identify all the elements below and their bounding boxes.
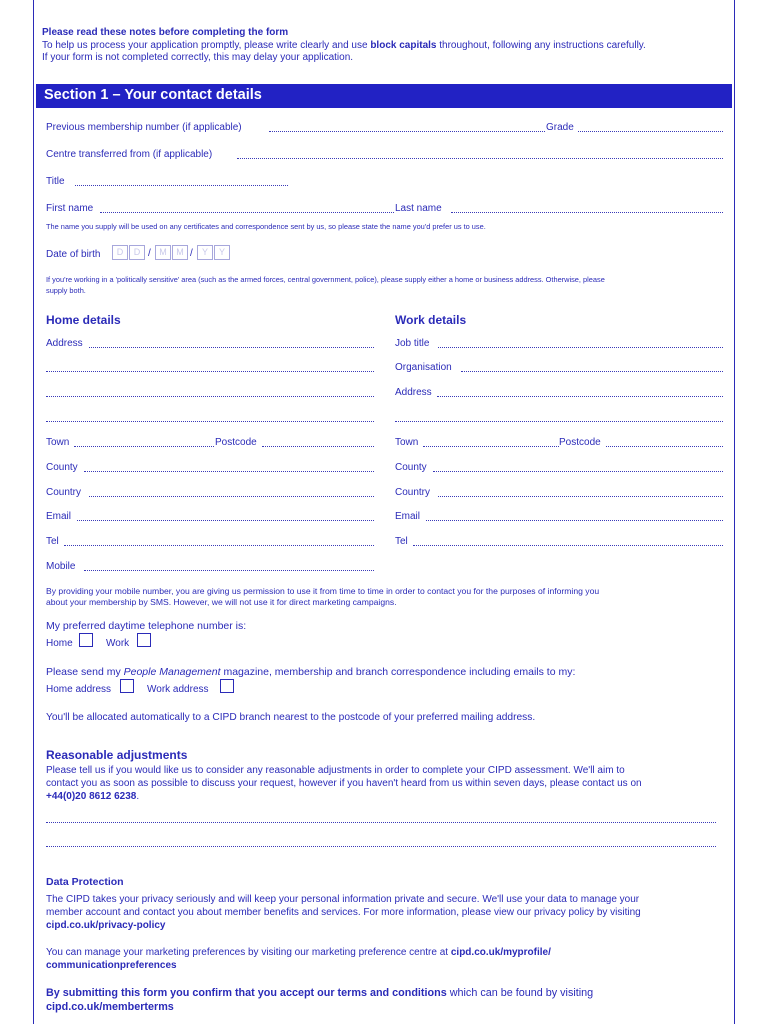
home-postcode-label: Postcode xyxy=(215,437,257,448)
dob-day-2[interactable]: D xyxy=(129,245,145,260)
home-town-label: Town xyxy=(46,437,70,448)
work-town-field[interactable] xyxy=(423,446,559,447)
work-tel-label: Tel xyxy=(395,536,408,547)
work-country-field[interactable] xyxy=(438,496,723,497)
correspondence-question: Please send my People Management magazine, membership and branch correspondence including emails to my: xyxy=(46,666,576,678)
work-county-label: County xyxy=(395,462,427,473)
correspondence-home-checkbox[interactable] xyxy=(120,679,134,693)
work-postcode-label: Postcode xyxy=(559,437,601,448)
home-town-field[interactable] xyxy=(74,446,214,447)
dob-month-1[interactable]: M xyxy=(155,245,171,260)
dob-month-2[interactable]: M xyxy=(172,245,188,260)
home-country-field[interactable] xyxy=(89,496,374,497)
name-note: The name you supply will be used on any certificates and correspondence sent by us, so please state the name you'd prefer us to use. xyxy=(46,222,486,231)
preferred-phone-work-checkbox[interactable] xyxy=(137,633,151,647)
correspondence-work-checkbox[interactable] xyxy=(220,679,234,693)
home-postcode-field[interactable] xyxy=(262,446,374,447)
adjustments-phone[interactable]: +44(0)20 8612 6238 xyxy=(46,791,137,802)
work-country-label: Country xyxy=(395,487,431,498)
mobile-field[interactable] xyxy=(84,570,374,571)
first-name-label: First name xyxy=(46,203,94,214)
terms-link[interactable]: cipd.co.uk/memberterms xyxy=(46,1001,174,1013)
work-organisation-label: Organisation xyxy=(395,362,452,373)
preferences-link-cont[interactable]: communicationpreferences xyxy=(46,960,177,971)
dob-slash-2: / xyxy=(190,248,193,259)
home-address-line-3[interactable] xyxy=(46,396,374,397)
home-email-field[interactable] xyxy=(77,520,374,521)
home-address-line-4[interactable] xyxy=(46,421,374,422)
dob-slash-1: / xyxy=(148,248,151,259)
work-details-heading: Work details xyxy=(395,313,467,327)
sensitive-note-line-1: If you're working in a 'politically sensitive' area (such as the armed forces, central government, police), please supply either a home or business address. Otherwise, please xyxy=(46,275,605,284)
preferences-link[interactable]: cipd.co.uk/myprofile/ xyxy=(450,947,551,958)
grade-field[interactable] xyxy=(578,131,723,132)
data-protection-line-3: You can manage your marketing preferences by visiting our marketing preference centre at cipd.co.uk/myprofile/ xyxy=(46,947,551,958)
adjustments-field-line-1[interactable] xyxy=(46,822,716,823)
title-field[interactable] xyxy=(75,185,288,186)
work-organisation-field[interactable] xyxy=(461,371,723,372)
home-country-label: Country xyxy=(46,487,82,498)
work-postcode-field[interactable] xyxy=(606,446,723,447)
section-title: Section 1 – Your contact details xyxy=(44,87,262,103)
home-tel-label: Tel xyxy=(46,536,59,547)
terms-line: By submitting this form you confirm that you accept our terms and conditions which can be found by visiting xyxy=(46,987,594,999)
work-job-title-label: Job title xyxy=(395,338,430,349)
last-name-label: Last name xyxy=(395,203,442,214)
home-email-label: Email xyxy=(46,511,72,522)
preferred-phone-home-label: Home xyxy=(46,638,73,649)
home-address-line-1[interactable] xyxy=(89,347,374,348)
dob-year-1[interactable]: Y xyxy=(197,245,213,260)
mobile-note-line-2: about your membership by SMS. However, we will not use it for direct marketing campaigns. xyxy=(46,597,397,607)
sensitive-note-line-2: supply both. xyxy=(46,286,86,295)
adjustments-field-line-2[interactable] xyxy=(46,846,716,847)
notes-line-1: To help us process your application promptly, please write clearly and use block capitals throughout, following any instructions carefully. xyxy=(42,40,646,51)
correspondence-work-label: Work address xyxy=(147,684,209,695)
adjustments-line-1: Please tell us if you would like us to consider any reasonable adjustments in order to complete your CIPD assessment. We'll aim to xyxy=(46,765,625,776)
work-job-title-field[interactable] xyxy=(438,347,723,348)
privacy-policy-link[interactable]: cipd.co.uk/privacy-policy xyxy=(46,920,166,931)
adjustments-line-2: contact you as soon as possible to discuss your request, however if you haven't heard from us within seven days, please contact us on xyxy=(46,778,642,789)
home-details-heading: Home details xyxy=(46,313,121,327)
correspondence-home-label: Home address xyxy=(46,684,112,695)
home-address-label: Address xyxy=(46,338,83,349)
preferred-phone-question: My preferred daytime telephone number is: xyxy=(46,620,247,632)
work-email-field[interactable] xyxy=(426,520,723,521)
work-address-line-2[interactable] xyxy=(395,421,723,422)
preferred-phone-work-label: Work xyxy=(106,638,130,649)
home-address-line-2[interactable] xyxy=(46,371,374,372)
last-name-field[interactable] xyxy=(451,212,723,213)
work-county-field[interactable] xyxy=(433,471,723,472)
home-tel-field[interactable] xyxy=(64,545,374,546)
data-protection-heading: Data Protection xyxy=(46,876,124,888)
adjustments-heading: Reasonable adjustments xyxy=(46,748,188,762)
branch-note: You'll be allocated automatically to a CIPD branch nearest to the postcode of your preferred mailing address. xyxy=(46,712,536,723)
title-label: Title xyxy=(46,176,65,187)
mobile-note-line-1: By providing your mobile number, you are giving us permission to use it from time to time in order to contact you for the purposes of informing you xyxy=(46,586,600,596)
work-address-label: Address xyxy=(395,387,432,398)
work-town-label: Town xyxy=(395,437,419,448)
notes-line-2: If your form is not completed correctly, this may delay your application. xyxy=(42,52,354,63)
prev-membership-field[interactable] xyxy=(269,131,545,132)
prev-membership-label: Previous membership number (if applicable) xyxy=(46,122,242,133)
work-address-line-1[interactable] xyxy=(437,396,723,397)
preferred-phone-home-checkbox[interactable] xyxy=(79,633,93,647)
data-protection-line-1: The CIPD takes your privacy seriously and will keep your personal information private and secure. We'll use your data to manage your xyxy=(46,894,640,905)
first-name-field[interactable] xyxy=(100,212,394,213)
dob-day-1[interactable]: D xyxy=(112,245,128,260)
adjustments-line-3: +44(0)20 8612 6238. xyxy=(46,791,140,802)
dob-year-2[interactable]: Y xyxy=(214,245,230,260)
mobile-label: Mobile xyxy=(46,561,76,572)
home-county-field[interactable] xyxy=(84,471,374,472)
work-tel-field[interactable] xyxy=(413,545,723,546)
dob-label: Date of birth xyxy=(46,249,101,260)
centre-label: Centre transferred from (if applicable) xyxy=(46,149,213,160)
grade-label: Grade xyxy=(546,122,574,133)
work-email-label: Email xyxy=(395,511,421,522)
centre-field[interactable] xyxy=(237,158,723,159)
data-protection-line-2: member account and contact you about member benefits and services. For more information, please view our privacy policy by visiting xyxy=(46,907,641,918)
home-county-label: County xyxy=(46,462,78,473)
notes-title: Please read these notes before completing the form xyxy=(42,27,289,38)
